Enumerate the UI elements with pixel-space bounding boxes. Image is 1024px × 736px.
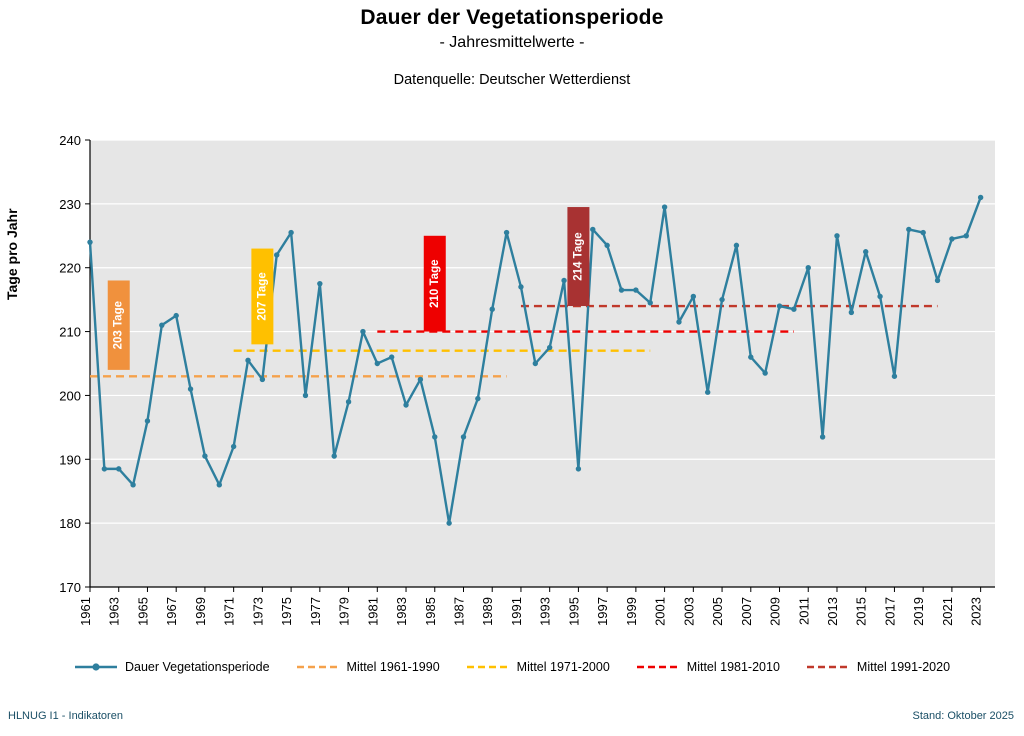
data-point	[834, 233, 839, 238]
data-point	[777, 303, 782, 308]
legend-label: Mittel 1981-2010	[686, 660, 780, 674]
data-point	[978, 195, 983, 200]
data-point	[576, 466, 581, 471]
data-point	[360, 329, 365, 334]
x-tick-label: 1971	[221, 597, 237, 626]
data-point	[504, 230, 509, 235]
x-tick-label: 2005	[710, 597, 726, 626]
data-point	[863, 249, 868, 254]
data-point	[403, 402, 408, 407]
data-point	[533, 361, 538, 366]
data-point	[418, 377, 423, 382]
legend-item[interactable]	[806, 660, 950, 674]
data-point	[490, 307, 495, 312]
data-point	[145, 418, 150, 423]
x-tick-label: 2011	[796, 597, 812, 625]
legend-label: Mittel 1991-2020	[856, 660, 951, 674]
y-tick-label: 200	[59, 388, 81, 404]
data-point	[705, 390, 710, 395]
data-point	[231, 444, 236, 449]
x-tick-label: 1967	[164, 597, 180, 626]
data-point	[332, 453, 337, 458]
x-tick-label: 1961	[78, 597, 93, 626]
data-point	[547, 345, 552, 350]
x-tick-label: 1985	[422, 597, 438, 626]
data-point	[375, 361, 380, 366]
data-point	[633, 287, 638, 292]
legend-swatch-icon	[296, 661, 340, 673]
annotation-label: 207 Tage	[256, 272, 269, 321]
chart-source-note: Datenquelle: Deutscher Wetterdienst	[393, 72, 631, 88]
data-point	[719, 297, 724, 302]
x-tick-label: 1991	[508, 597, 524, 626]
data-point	[432, 434, 437, 439]
legend-label: Mittel 1971-2000	[516, 660, 610, 674]
legend-item[interactable]	[74, 660, 270, 674]
data-point	[648, 300, 653, 305]
data-point	[102, 466, 107, 471]
annotation-label: 210 Tage	[428, 259, 441, 308]
data-point	[906, 227, 911, 232]
x-tick-label: 1983	[394, 597, 410, 626]
page-title: Dauer der Vegetationsperiode	[360, 6, 664, 29]
data-point	[274, 252, 279, 257]
legend-label: Mittel 1961-1990	[346, 660, 440, 674]
x-tick-label: 1981	[365, 597, 381, 626]
data-point	[676, 319, 681, 324]
data-point	[762, 370, 767, 375]
data-point	[461, 434, 466, 439]
data-point	[260, 377, 265, 382]
legend-swatch-icon	[74, 661, 118, 673]
x-tick-label: 2013	[824, 597, 840, 626]
data-point	[346, 399, 351, 404]
legend-swatch-icon	[466, 661, 510, 673]
y-tick-label: 240	[59, 133, 81, 148]
legend-item[interactable]	[296, 660, 440, 674]
x-tick-label: 1977	[307, 597, 323, 626]
x-tick-label: 1975	[279, 597, 295, 626]
footer-left-text: HLNUG I1 - Indikatoren	[8, 710, 123, 722]
data-point	[217, 482, 222, 487]
plot-background	[90, 140, 995, 587]
data-point	[892, 374, 897, 379]
x-tick-label: 2019	[911, 597, 927, 626]
annotation-label: 214 Tage	[572, 232, 585, 281]
legend-swatch-icon	[636, 661, 680, 673]
legend-label: Dauer Vegetationsperiode	[124, 660, 270, 674]
data-point	[475, 396, 480, 401]
x-tick-label: 1987	[451, 597, 467, 626]
data-point	[202, 453, 207, 458]
data-point	[288, 230, 293, 235]
x-tick-label: 2015	[853, 597, 869, 626]
x-tick-label: 2001	[652, 597, 668, 626]
legend-swatch-icon	[806, 661, 850, 673]
data-point	[920, 230, 925, 235]
data-point	[877, 294, 882, 299]
y-tick-label: 230	[59, 196, 81, 212]
x-tick-label: 2021	[939, 597, 955, 626]
x-tick-label: 1995	[566, 597, 582, 626]
x-tick-label: 1997	[595, 597, 611, 626]
annotation-label: 203 Tage	[112, 300, 125, 350]
legend-item[interactable]	[636, 660, 780, 674]
footer-right-text: Stand: Oktober 2025	[912, 710, 1014, 722]
data-point	[303, 393, 308, 398]
y-tick-label: 190	[59, 452, 81, 468]
data-point	[518, 284, 523, 289]
x-tick-label: 2017	[882, 597, 898, 626]
x-tick-label: 1963	[106, 597, 122, 626]
data-point	[130, 482, 135, 487]
x-tick-label: 2023	[968, 597, 984, 626]
x-tick-label: 2003	[681, 597, 697, 626]
x-tick-label: 2009	[767, 597, 783, 626]
data-point	[116, 466, 121, 471]
data-point	[245, 358, 250, 363]
x-tick-label: 1993	[537, 597, 553, 626]
x-tick-label: 1969	[192, 597, 208, 626]
x-tick-label: 1999	[623, 597, 639, 626]
y-axis-label: Tage pro Jahr	[4, 208, 20, 300]
y-tick-label: 220	[59, 260, 81, 276]
data-point	[159, 322, 164, 327]
x-tick-label: 1979	[336, 597, 352, 626]
y-tick-label: 210	[59, 324, 81, 340]
legend-item[interactable]	[466, 660, 610, 674]
data-point	[791, 307, 796, 312]
data-point	[317, 281, 322, 286]
data-point	[849, 310, 854, 315]
data-point	[173, 313, 178, 318]
data-point	[748, 354, 753, 359]
data-point	[619, 287, 624, 292]
data-point	[662, 204, 667, 209]
data-point	[561, 278, 566, 283]
data-point	[949, 236, 954, 241]
chart-legend	[0, 660, 1024, 674]
data-point	[935, 278, 940, 283]
data-point	[734, 243, 739, 248]
chart-subtitle: - Jahresmittelwerte -	[439, 34, 585, 51]
x-tick-label: 1965	[135, 597, 151, 626]
y-tick-label: 170	[59, 580, 81, 595]
data-point	[820, 434, 825, 439]
data-point	[87, 239, 92, 244]
y-tick-label: 180	[59, 516, 81, 532]
data-point	[691, 294, 696, 299]
data-point	[446, 520, 451, 525]
data-point	[604, 243, 609, 248]
x-tick-label: 2007	[738, 597, 754, 626]
data-point	[188, 386, 193, 391]
data-point	[590, 227, 595, 232]
data-point	[806, 265, 811, 270]
x-tick-label: 1973	[250, 597, 266, 626]
data-point	[389, 354, 394, 359]
x-tick-label: 1989	[480, 597, 496, 626]
data-point	[964, 233, 969, 238]
